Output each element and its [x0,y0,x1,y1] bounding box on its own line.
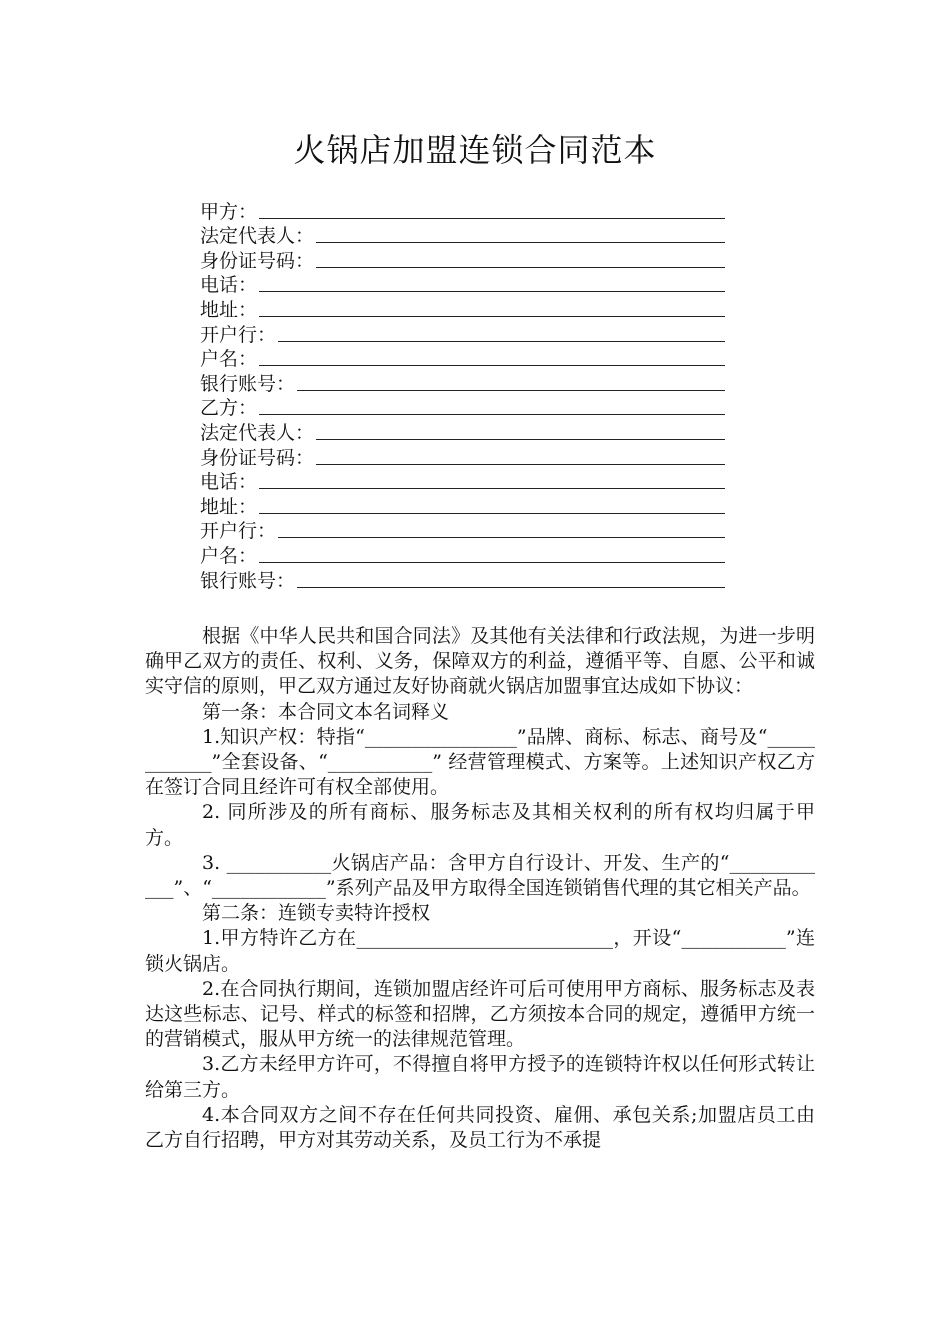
field-party-a-id-number [200,247,725,272]
fill-in-line [259,218,725,219]
field-label: 开户行： [200,323,277,346]
fill-in-line [259,365,725,366]
fill-in-line [259,562,725,563]
field-party-a-bank [200,321,725,346]
field-party-b-bank [200,518,725,543]
field-label: 地址： [200,298,258,321]
article-2-item-1: 1.甲方特许乙方在___________________________，开设“___________”连锁火锅店。 [145,927,815,975]
fill-in-line [316,267,725,268]
field-party-b-legal-rep [200,419,725,444]
field-party-b-address [200,493,725,518]
field-party-b-account-name [200,542,725,567]
fill-in-line [297,390,725,391]
article-1-item-2: 2. 同所涉及的所有商标、服务标志及其相关权利的所有权均归属于甲方。 [145,801,815,849]
party-info-fields [200,198,725,592]
field-label: 身份证号码： [200,446,315,469]
article-2-heading: 第二条：连锁专卖特许授权 [202,902,431,925]
article-1-heading: 第一条：本合同文本名词释义 [202,700,450,723]
contract-body [145,624,815,1153]
article-2-item-3: 3.乙方未经甲方许可，不得擅自将甲方授予的连锁特许权以任何形式转让给第三方。 [145,1053,815,1101]
fill-in-line [259,414,725,415]
field-label: 开户行： [200,520,277,543]
field-label: 银行账号： [200,372,296,395]
fill-in-line [297,587,725,588]
article-1-item-1: 1.知识产权：特指“________________”品牌、商标、标志、商号及“____________”全套设备、“___________” 经营管理模式、方案等。上述知识产权乙方在签订合同且经许可有权全部使用。 [145,725,815,799]
field-label: 地址： [200,495,258,518]
fill-in-line [259,488,725,489]
article-2-item-2: 2.在合同执行期间，连锁加盟店经许可后可使用甲方商标、服务标志及表达这些标志、记号、样式的标签和招牌，乙方须按本合同的规定，遵循甲方统一的营销模式，服从甲方统一的法律规范管理。 [145,977,815,1051]
field-party-a-legal-rep [200,223,725,248]
fill-in-line [278,341,725,342]
field-label: 银行账号： [200,569,296,592]
fill-in-line [259,513,725,514]
article-2-item-4: 4.本合同双方之间不存在任何共同投资、雇佣、承包关系;加盟店员工由乙方自行招聘，甲方对其劳动关系，及员工行为不承提 [145,1103,815,1152]
field-party-a-account-name [200,346,725,371]
field-party-b [200,395,725,420]
fill-in-line [259,291,725,292]
field-party-a-phone [200,272,725,297]
fill-in-line [316,439,725,440]
field-party-b-account-number [200,567,725,592]
field-label: 法定代表人： [200,225,315,248]
field-party-a-account-number [200,370,725,395]
field-party-a [200,198,725,223]
field-label: 电话： [200,471,258,494]
fill-in-line [316,464,725,465]
preamble-paragraph: 根据《中华人民共和国合同法》及其他有关法律和行政法规，为进一步明确甲乙双方的责任、权利、义务，保障双方的利益，遵循平等、自愿、公平和诚实守信的原则，甲乙双方通过友好协商就火锅店加盟事宜达成如下协议： [145,625,815,698]
field-label: 电话： [200,274,258,297]
fill-in-line [259,316,725,317]
field-label: 户名： [200,348,258,371]
field-label: 甲方： [200,200,258,223]
field-party-a-address [200,296,725,321]
field-party-b-phone [200,469,725,494]
field-label: 身份证号码： [200,249,315,272]
field-label: 法定代表人： [200,421,315,444]
fill-in-line [316,242,725,243]
field-party-b-id-number [200,444,725,469]
document-title: 火锅店加盟连锁合同范本 [293,131,657,169]
article-1-item-3: 3. ___________火锅店产品：含甲方自行设计、开发、生产的“____________”、“____________”系列产品及甲方取得全国连锁销售代理的其它相关产品。 [145,851,815,900]
field-label: 乙方： [200,397,258,420]
fill-in-line [278,537,725,538]
field-label: 户名： [200,544,258,567]
